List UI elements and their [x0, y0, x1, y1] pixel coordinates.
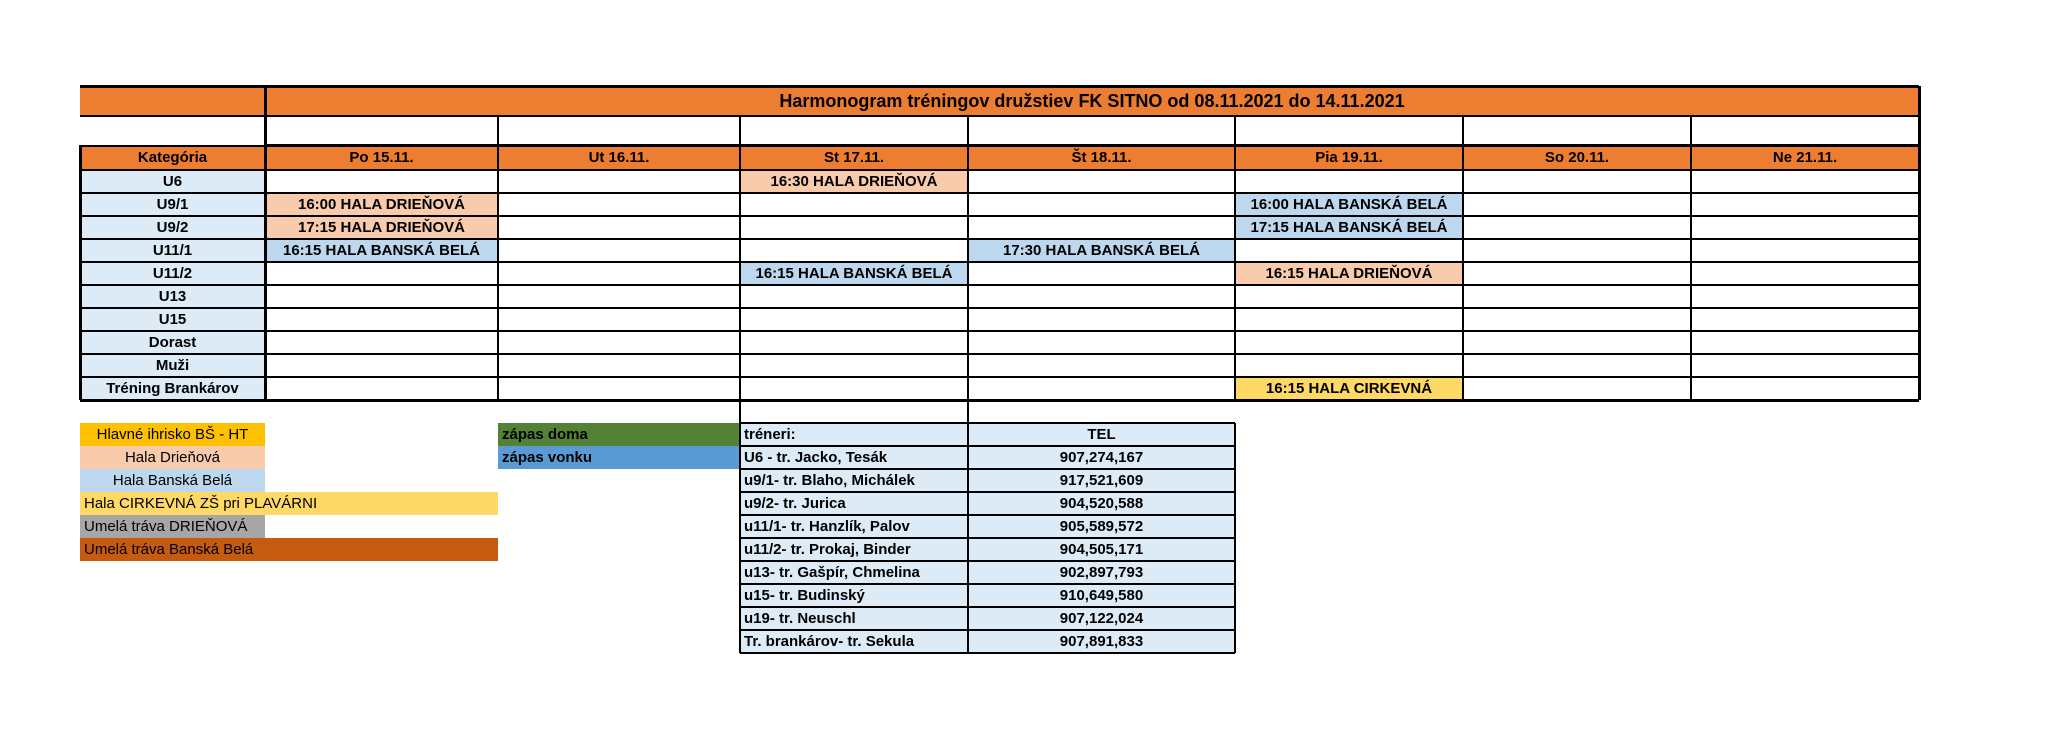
- grid-line: [740, 560, 1235, 561]
- coach-name: U6 - tr. Jacko, Tesák: [740, 446, 968, 469]
- category-label: Muži: [80, 354, 265, 377]
- day-header: Ne 21.11.: [1691, 145, 1919, 170]
- coach-name: u11/1- tr. Hanzlík, Palov: [740, 515, 968, 538]
- category-label: U15: [80, 308, 265, 331]
- schedule-entry: 17:15 HALA DRIEŇOVÁ: [265, 216, 498, 239]
- category-label: U11/1: [80, 239, 265, 262]
- schedule-entry: 16:15 HALA DRIEŇOVÁ: [1235, 262, 1463, 285]
- category-label: U11/2: [80, 262, 265, 285]
- table-border: [79, 145, 82, 400]
- coach-phone: 907,274,167: [968, 446, 1235, 469]
- schedule-entry: 16:00 HALA BANSKÁ BELÁ: [1235, 193, 1463, 216]
- coach-phone: 907,891,833: [968, 630, 1235, 653]
- grid-line: [967, 400, 968, 423]
- coaches-border: [1234, 423, 1236, 653]
- grid-line: [740, 537, 1235, 538]
- legend-item: Hlavné ihrisko BŠ - HT: [80, 423, 265, 446]
- day-header: Pia 19.11.: [1235, 145, 1463, 170]
- category-header: Kategória: [80, 145, 265, 170]
- grid-line: [740, 491, 1235, 492]
- category-label: Dorast: [80, 331, 265, 354]
- grid-line: [740, 583, 1235, 584]
- schedule-entry: 16:30 HALA DRIEŇOVÁ: [740, 170, 968, 193]
- grid-line: [80, 353, 1919, 355]
- grid-line: [80, 284, 1919, 286]
- grid-line: [1690, 116, 1691, 400]
- day-header: Po 15.11.: [265, 145, 498, 170]
- day-header: St 17.11.: [740, 145, 968, 170]
- tel-header: TEL: [968, 423, 1235, 446]
- coach-phone: 917,521,609: [968, 469, 1235, 492]
- legend-item: Umelá tráva Banská Belá: [80, 538, 498, 561]
- schedule-entry: 16:15 HALA BANSKÁ BELÁ: [740, 262, 968, 285]
- schedule-entry: 16:15 HALA BANSKÁ BELÁ: [265, 239, 498, 262]
- coach-phone: 910,649,580: [968, 584, 1235, 607]
- grid-line: [80, 330, 1919, 332]
- category-label: U9/1: [80, 193, 265, 216]
- coach-name: u19- tr. Neuschl: [740, 607, 968, 630]
- legend-item: Umelá tráva DRIEŇOVÁ: [80, 515, 265, 538]
- match-legend-item: zápas doma: [498, 423, 740, 446]
- title-left-block: [80, 86, 265, 116]
- grid-line: [80, 115, 1919, 117]
- legend-item: Hala Banská Belá: [80, 469, 265, 492]
- coach-phone: 905,589,572: [968, 515, 1235, 538]
- grid-line: [740, 514, 1235, 515]
- schedule-entry: 16:00 HALA DRIEŇOVÁ: [265, 193, 498, 216]
- grid-line: [80, 238, 1919, 239]
- coaches-border: [739, 423, 741, 653]
- grid-line: [740, 606, 1235, 607]
- grid-line: [1234, 116, 1235, 400]
- coaches-header: tréneri:: [740, 423, 968, 446]
- category-label: U6: [80, 170, 265, 193]
- grid-line: [80, 145, 1919, 148]
- category-label: U13: [80, 285, 265, 308]
- day-header: Ut 16.11.: [498, 145, 740, 170]
- grid-line: [80, 376, 1919, 378]
- table-border: [80, 85, 1919, 88]
- grid-line: [740, 652, 1235, 654]
- legend-item: Hala CIRKEVNÁ ZŠ pri PLAVÁRNI: [80, 492, 498, 515]
- coach-name: u11/2- tr. Prokaj, Binder: [740, 538, 968, 561]
- coach-phone: 907,122,024: [968, 607, 1235, 630]
- grid-line: [1462, 116, 1463, 400]
- page-title: Harmonogram tréningov družstiev FK SITNO od 08.11.2021 do 14.11.2021: [265, 86, 1919, 116]
- grid-line: [740, 445, 1235, 446]
- day-header: Št 18.11.: [968, 145, 1235, 170]
- grid-line: [740, 629, 1235, 630]
- match-legend-item: zápas vonku: [498, 446, 740, 469]
- grid-line: [80, 307, 1919, 309]
- category-label: U9/2: [80, 216, 265, 239]
- table-border: [80, 399, 1919, 402]
- coach-name: u9/1- tr. Blaho, Michálek: [740, 469, 968, 492]
- grid-line: [80, 169, 1919, 171]
- coach-name: u9/2- tr. Jurica: [740, 492, 968, 515]
- coach-phone: 904,505,171: [968, 538, 1235, 561]
- coach-name: Tr. brankárov- tr. Sekula: [740, 630, 968, 653]
- day-header: So 20.11.: [1463, 145, 1691, 170]
- grid-line: [264, 86, 267, 400]
- grid-line: [497, 116, 498, 400]
- schedule-entry: 16:15 HALA CIRKEVNÁ: [1235, 377, 1463, 400]
- coach-name: u15- tr. Budinský: [740, 584, 968, 607]
- coach-phone: 902,897,793: [968, 561, 1235, 584]
- schedule-entry: 17:15 HALA BANSKÁ BELÁ: [1235, 216, 1463, 239]
- grid-line: [967, 423, 969, 653]
- coach-phone: 904,520,588: [968, 492, 1235, 515]
- grid-line: [740, 422, 1235, 424]
- table-border: [1918, 86, 1921, 400]
- grid-line: [80, 215, 1919, 216]
- grid-line: [739, 400, 740, 423]
- grid-line: [80, 261, 1919, 262]
- grid-line: [967, 116, 968, 400]
- coach-name: u13- tr. Gašpír, Chmelina: [740, 561, 968, 584]
- grid-line: [739, 116, 740, 400]
- grid-line: [80, 192, 1919, 193]
- legend-item: Hala Drieňová: [80, 446, 265, 469]
- category-label: Tréning Brankárov: [80, 377, 265, 400]
- schedule-entry: 17:30 HALA BANSKÁ BELÁ: [968, 239, 1235, 262]
- grid-line: [740, 468, 1235, 469]
